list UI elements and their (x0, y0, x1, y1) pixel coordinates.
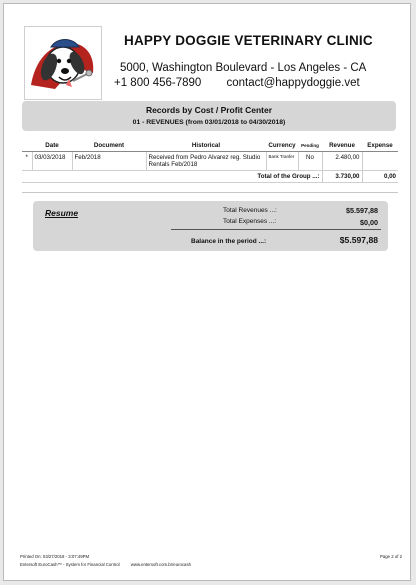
col-pending: Pending (298, 139, 322, 152)
row-marker: * (22, 152, 32, 171)
col-date: Date (32, 139, 72, 152)
total-expenses-value: $0,00 (360, 218, 378, 227)
group-total-expense: 0,00 (362, 171, 398, 183)
balance-label: Balance in the period ...: (191, 238, 267, 245)
row-currency: Bank Tranfer (266, 152, 298, 171)
row-historical: Received from Pedro Alvarez reg. Studio Rentals Feb/2018 (146, 152, 266, 171)
col-revenue: Revenue (322, 139, 362, 152)
total-revenues-label: Total Revenues ...: (223, 207, 277, 214)
col-expense: Expense (362, 139, 398, 152)
printed-on: Printed On: 03/27/2018 - 3:07:49PM (20, 554, 90, 559)
row-document: Feb/2018 (72, 152, 146, 171)
report-title: Records by Cost / Profit Center (145, 105, 273, 115)
col-document: Document (72, 139, 146, 152)
group-total-row (22, 171, 398, 183)
resume-label: Resume (45, 208, 79, 218)
table-row (22, 152, 398, 171)
resume-divider (171, 229, 381, 230)
row-revenue: 2.480,00 (322, 152, 362, 171)
system-website: www.entersoft.com.br/eurocash (130, 562, 191, 567)
clinic-email: contact@happydoggie.vet (226, 77, 360, 89)
group-total-label: Total of the Group ...: (22, 171, 322, 183)
footer-system (20, 562, 191, 567)
records-table (22, 139, 398, 183)
row-pending: No (298, 152, 322, 171)
col-marker (22, 139, 32, 152)
row-expense (362, 152, 398, 171)
report-banner (22, 101, 396, 131)
clinic-contact (114, 77, 382, 89)
total-expenses-label: Total Expenses ...: (223, 218, 277, 225)
clinic-name: HAPPY DOGGIE VETERINARY CLINIC (124, 33, 373, 48)
group-total-revenue: 3.730,00 (322, 171, 362, 183)
col-historical: Historical (146, 139, 266, 152)
report-page (3, 3, 411, 581)
system-name: Entersoft EuroCash™ - System for Financial Control (20, 562, 120, 567)
resume-box (33, 201, 388, 251)
total-revenues-value: $5.597,88 (346, 206, 378, 215)
col-currency: Currency (266, 139, 298, 152)
section-divider (22, 192, 398, 193)
dog-doctor-logo-icon (24, 26, 102, 100)
page-number: Page 2 of 2 (380, 554, 402, 559)
table-header-row (22, 139, 398, 152)
clinic-address: 5000, Washington Boulevard - Los Angeles - CA (120, 62, 367, 74)
balance-value: $5.597,88 (339, 235, 378, 245)
report-subtitle: 01 - REVENUES (from 03/01/2018 to 04/30/2018) (132, 119, 286, 126)
row-date: 03/03/2018 (32, 152, 72, 171)
clinic-phone: +1 800 456-7890 (114, 77, 202, 89)
